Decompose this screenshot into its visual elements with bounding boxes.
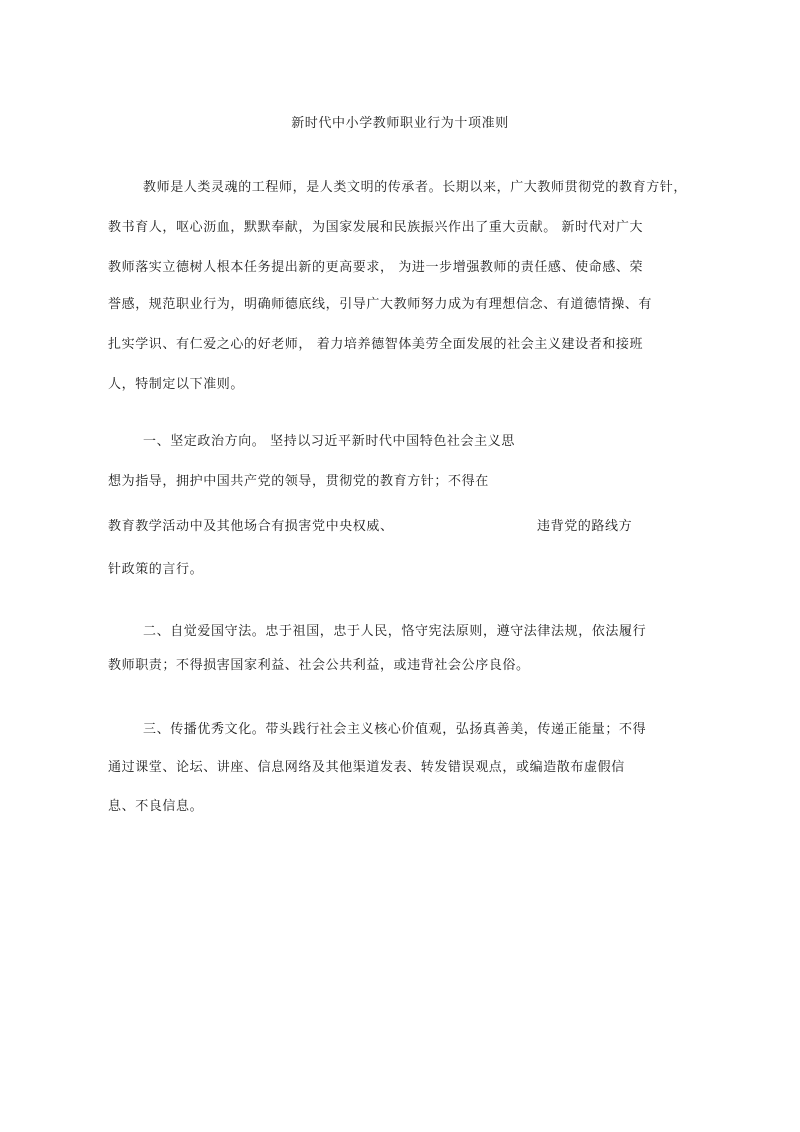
section2-line-1: 二、自觉爱国守法。忠于祖国，忠于人民，恪守宪法原则，遵守法律法规，依法履行 [143,624,647,639]
section1-line-3a: 教育教学活动中及其他场合有损害党中央权威、 [108,519,394,534]
section3-line-3: 息、不良信息。 [108,799,204,814]
section3-line-1: 三、传播优秀文化。带头践行社会主义核心价值观，弘扬真善美，传递正能量；不得 [143,722,647,737]
section3-line-2: 通过课堂、论坛、讲座、信息网络及其他渠道发表、转发错误观点，或编造散布虚假信 [108,760,625,775]
document-title: 新时代中小学教师职业行为十项准则 [291,116,509,131]
intro-line-5: 扎实学识、有仁爱之心的好老师， 着力培养德智体美劳全面发展的社会主义建设者和接班 [108,337,644,352]
section1-line-4: 针政策的言行。 [108,562,204,577]
section1-line-1: 一、坚定政治方向。 坚持以习近平新时代中国特色社会主义思 [143,434,515,449]
intro-line-1: 教师是人类灵魂的工程师，是人类文明的传承者。长期以来，广大教师贯彻党的教育方针， [143,180,688,195]
section1-line-2: 想为指导，拥护中国共产党的领导，贯彻党的教育方针；不得在 [108,474,489,489]
section1-line-3b: 违背党的路线方 [537,519,633,534]
section2-line-2: 教师职责；不得损害国家利益、社会公共利益，或违背社会公序良俗。 [108,658,530,673]
intro-line-2: 教书育人，呕心沥血，默默奉献，为国家发展和民族振兴作出了重大贡献。 新时代对广大 [108,220,644,235]
intro-line-3: 教师落实立德树人根本任务提出新的更高要求， 为进一步增强教师的责任感、使命感、荣 [108,260,644,275]
intro-line-6: 人，特制定以下准则。 [108,377,245,392]
intro-line-4: 誉感，规范职业行为，明确师德底线，引导广大教师努力成为有理想信念、有道德情操、有 [108,297,653,312]
